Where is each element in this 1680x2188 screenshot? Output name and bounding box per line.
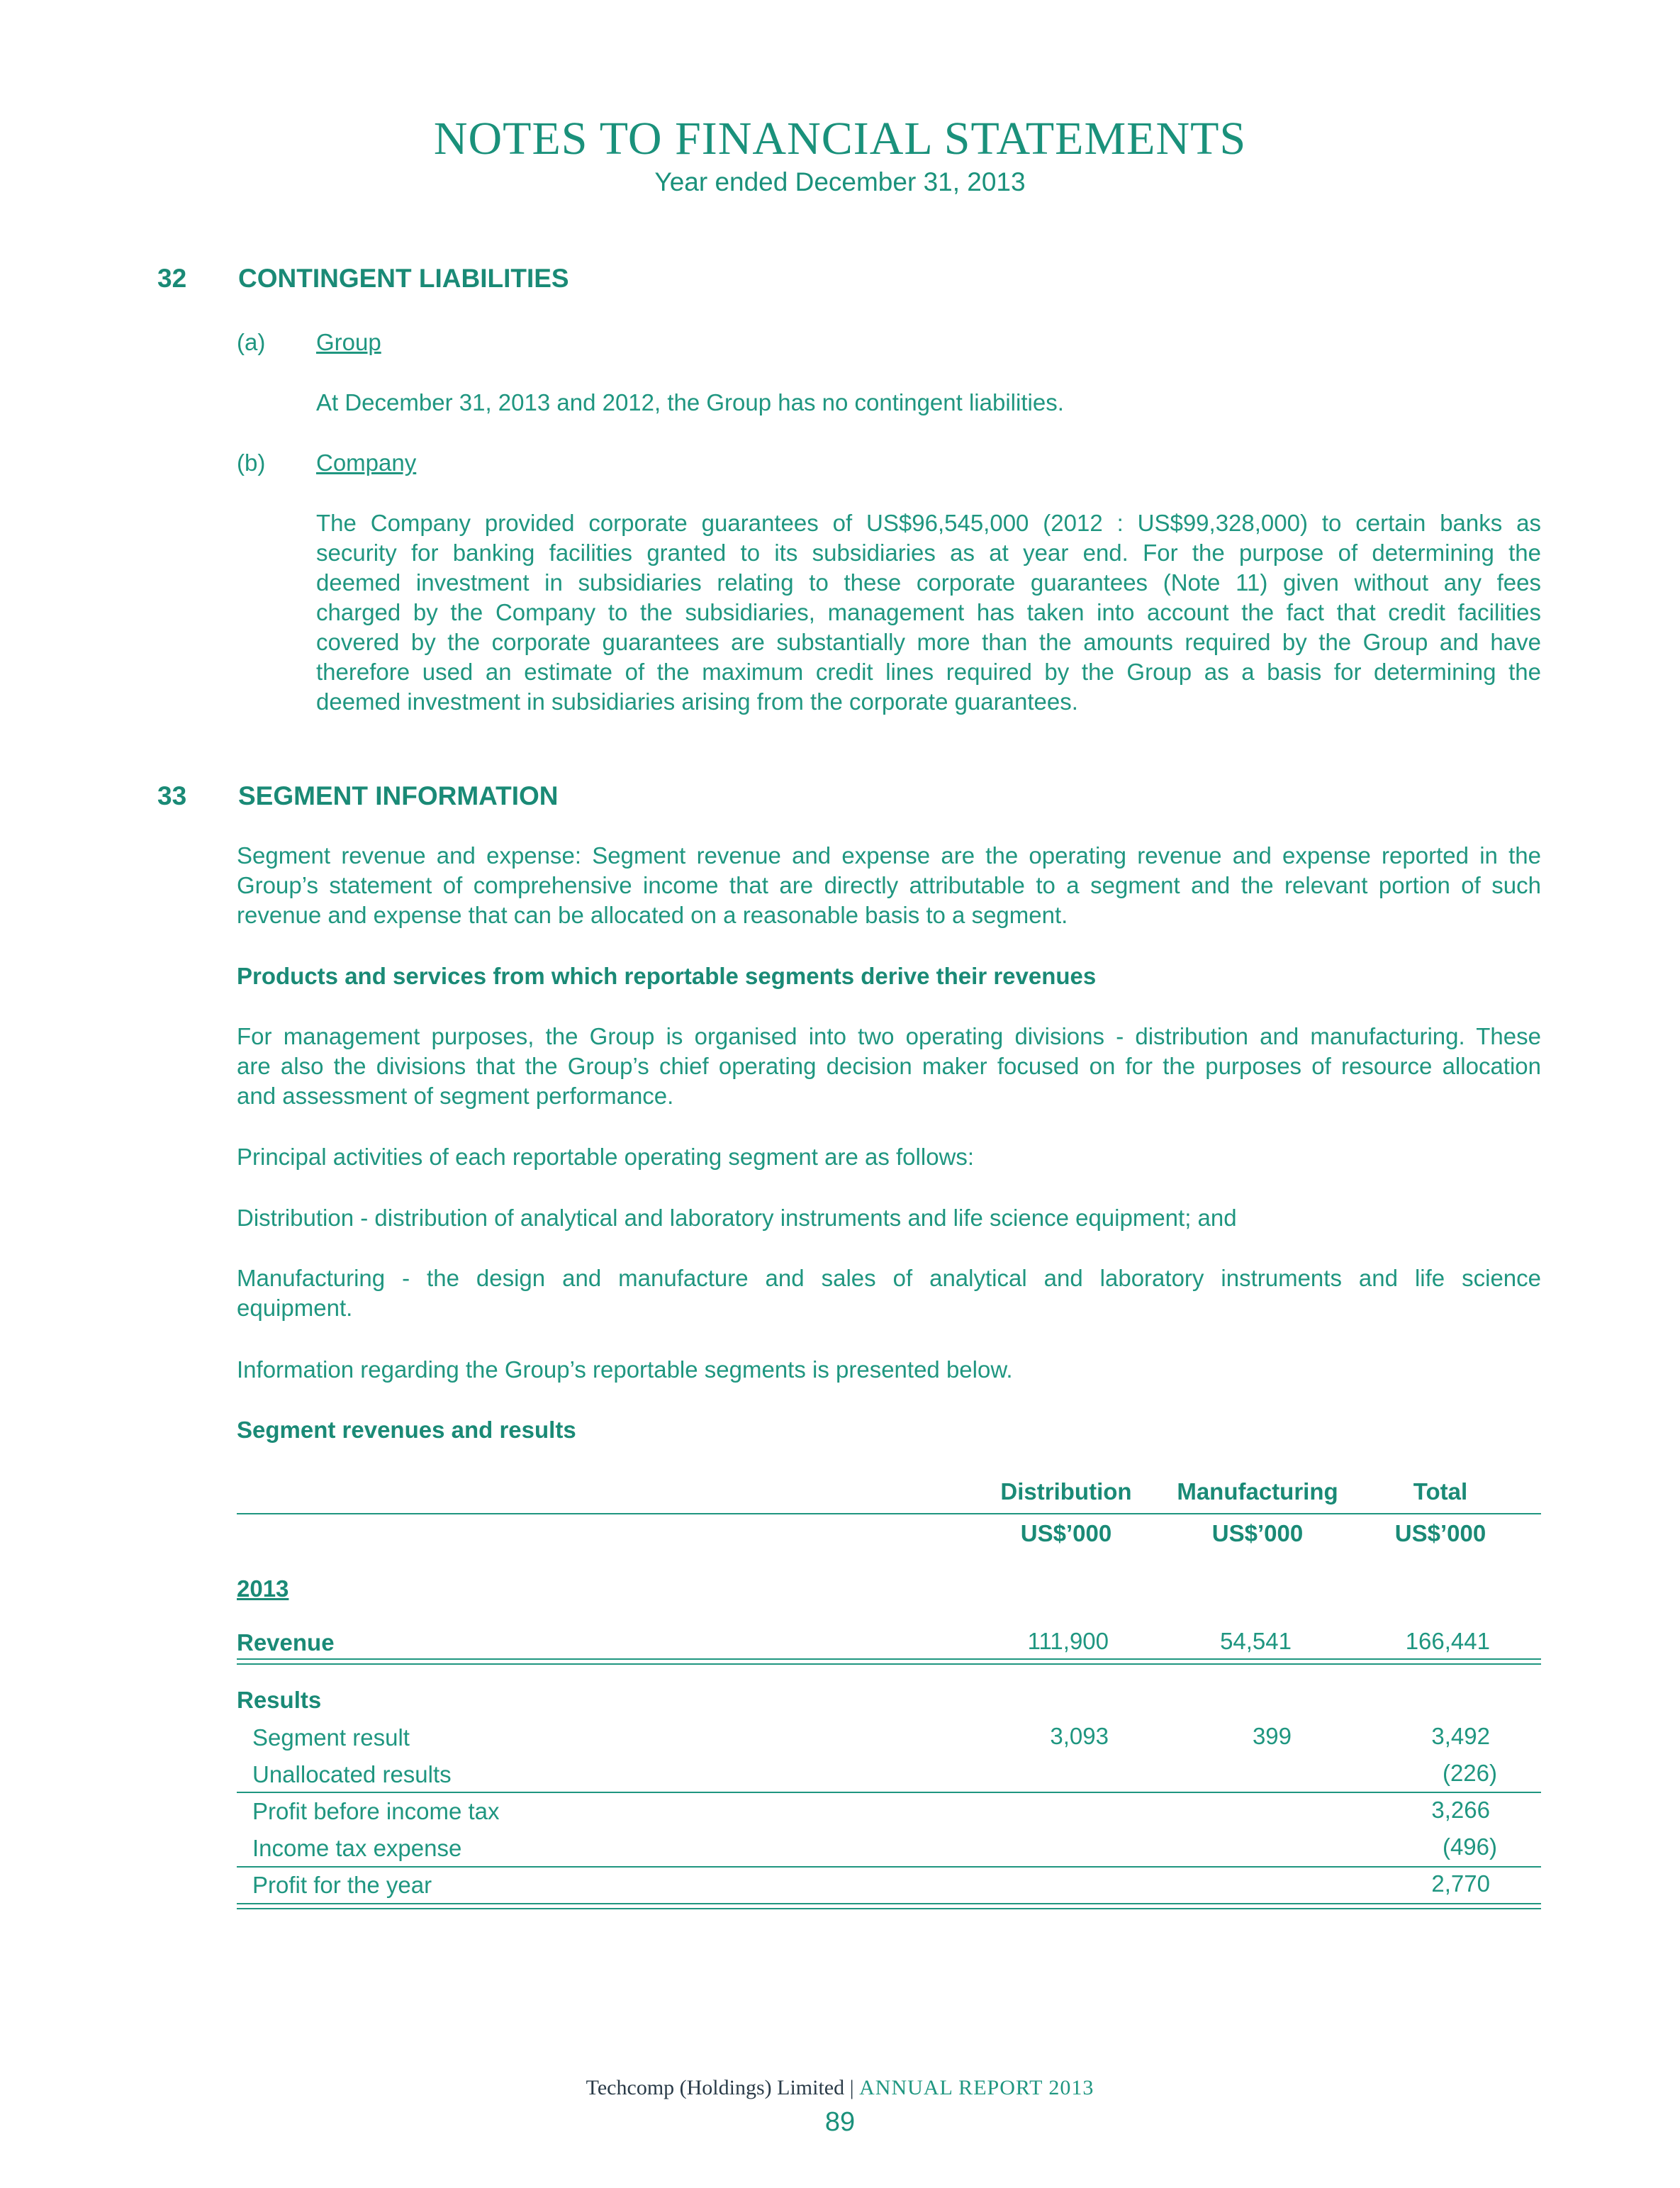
revenue-manufacturing: 54,541: [1220, 1628, 1292, 1654]
year-label: 2013: [237, 1575, 289, 1602]
profit-rule-top: [237, 1903, 1541, 1904]
management-line: For management purposes, the Group is organised into two operating divisions - distribution and manufacturing. These: [237, 1023, 1541, 1049]
company-guarantee-line: covered by the corporate guarantees are substantially more than the amounts required by the Group and have: [316, 629, 1541, 655]
segment-result-total: 3,492: [1431, 1723, 1490, 1749]
footer-brand: [0, 2076, 1680, 2100]
col-header-manufacturing: Manufacturing: [1177, 1478, 1338, 1505]
unallocated-label: Unallocated results: [252, 1761, 452, 1787]
item-a-text: At December 31, 2013 and 2012, the Group has no contingent liabilities.: [316, 389, 1064, 415]
profit-rule-bottom: [237, 1908, 1541, 1909]
tax-rule: [237, 1866, 1541, 1868]
page-subtitle: Year ended December 31, 2013: [654, 167, 1026, 196]
info-text: Information regarding the Group’s reportable segments is presented below.: [237, 1356, 1013, 1383]
col-header-total: Total: [1413, 1478, 1468, 1505]
revenue-distribution: 111,900: [1027, 1628, 1109, 1654]
unallocated-rule: [237, 1792, 1541, 1793]
col-unit-total: US$’000: [1394, 1520, 1486, 1546]
manufacturing-line: Manufacturing - the design and manufacture and sales of analytical and laboratory instruments and life science: [237, 1265, 1541, 1291]
company-guarantee-line: therefore used an estimate of the maximum credit lines required by the Group as a basis for determining the: [316, 659, 1541, 685]
item-a-marker: (a): [237, 329, 266, 355]
revenue-total: 166,441: [1405, 1628, 1490, 1654]
revenue-rule-top: [237, 1658, 1541, 1660]
col-unit-manufacturing: US$’000: [1211, 1520, 1304, 1546]
company-guarantee-line: charged by the Company to the subsidiaries, management has taken into account the fact that credit facilities: [316, 599, 1541, 625]
item-b-marker: (b): [237, 450, 266, 476]
footer-separator: |: [849, 2076, 854, 2099]
intro-line: Segment revenue and expense: Segment revenue and expense are the operating revenue and expense reported in the: [237, 842, 1541, 869]
footer-company: Techcomp (Holdings) Limited: [586, 2076, 845, 2099]
tax-total: (496): [1442, 1833, 1497, 1860]
distribution-text: Distribution - distribution of analytical and laboratory instruments and life science equipment; and: [237, 1205, 1237, 1231]
management-line: and assessment of segment performance.: [237, 1083, 674, 1109]
company-guarantee-line: The Company provided corporate guarantees of US$96,545,000 (2012 : US$99,328,000) to certain banks as: [316, 510, 1541, 536]
tax-label: Income tax expense: [252, 1835, 462, 1861]
item-a-heading: Group: [316, 329, 381, 355]
page-number: 89: [824, 2107, 856, 2137]
results-label: Results: [237, 1687, 322, 1713]
revenue-label: Revenue: [237, 1629, 335, 1656]
intro-line: revenue and expense that can be allocated on a reasonable basis to a segment.: [237, 902, 1068, 928]
col-unit-distribution: US$’000: [1020, 1520, 1112, 1546]
company-guarantee-line: deemed investment in subsidiaries arising from the corporate guarantees.: [316, 688, 1078, 715]
principal-text: Principal activities of each reportable operating segment are as follows:: [237, 1144, 975, 1170]
pbt-label: Profit before income tax: [252, 1798, 500, 1824]
section-32-number: 32: [157, 264, 187, 293]
col-header-distribution: Distribution: [1000, 1478, 1132, 1505]
footer-report: ANNUAL REPORT 2013: [859, 2076, 1094, 2099]
results-heading: Segment revenues and results: [237, 1417, 576, 1443]
item-b-heading: Company: [316, 450, 417, 476]
revenue-rule-bottom: [237, 1663, 1541, 1665]
segment-result-manufacturing: 399: [1252, 1723, 1292, 1749]
products-heading: Products and services from which reportable segments derive their revenues: [237, 963, 1097, 989]
pbt-total: 3,266: [1431, 1797, 1490, 1823]
company-guarantee-line: deemed investment in subsidiaries relating to these corporate guarantees (Note 11) given without any fees: [316, 569, 1541, 596]
company-guarantee-line: security for banking facilities granted to its subsidiaries as at year end. For the purpose of determining the: [316, 540, 1541, 566]
profit-label: Profit for the year: [252, 1872, 432, 1898]
unallocated-total: (226): [1442, 1760, 1497, 1786]
manufacturing-line: equipment.: [237, 1295, 353, 1321]
intro-line: Group’s statement of comprehensive income that are directly attributable to a segment and the relevant portion of such: [237, 872, 1541, 898]
profit-total: 2,770: [1431, 1870, 1490, 1897]
page-title: NOTES TO FINANCIAL STATEMENTS: [433, 113, 1247, 164]
table-header-rule: [237, 1513, 1541, 1514]
segment-result-distribution: 3,093: [1050, 1723, 1109, 1749]
section-33-title: SEGMENT INFORMATION: [238, 781, 559, 810]
section-32-title: CONTINGENT LIABILITIES: [238, 264, 569, 293]
segment-result-label: Segment result: [252, 1724, 410, 1751]
management-line: are also the divisions that the Group’s chief operating decision maker focused on for the purposes of resource allocation: [237, 1053, 1541, 1079]
section-33-number: 33: [157, 781, 187, 810]
